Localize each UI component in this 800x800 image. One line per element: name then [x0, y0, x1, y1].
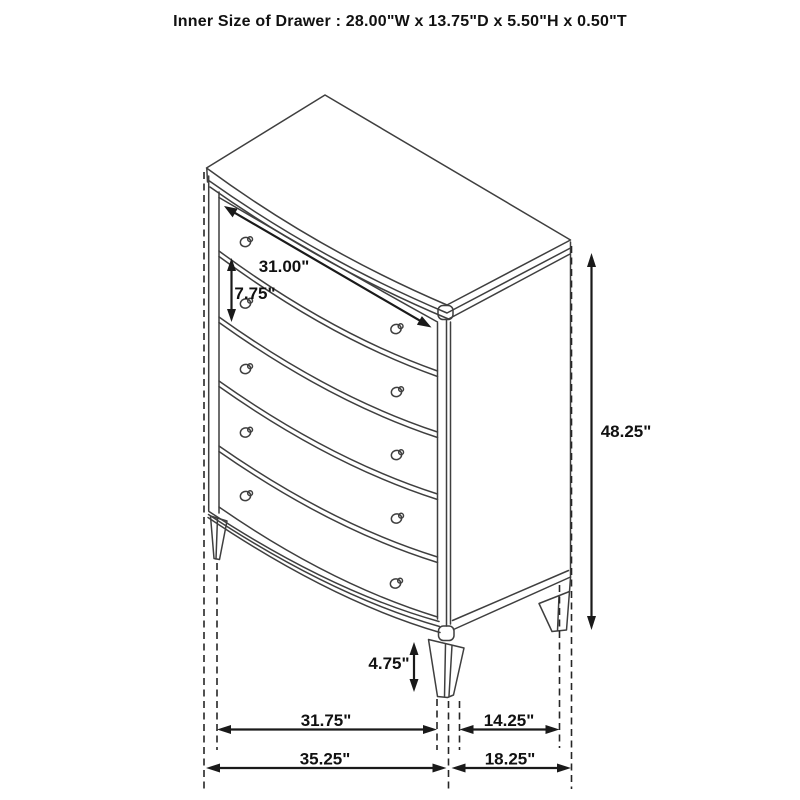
- drawer-knob: [390, 323, 403, 335]
- front-right-leg-corner-2: [449, 646, 452, 697]
- front-left-leg-corner: [216, 518, 218, 559]
- dimension-side-depth-inner: [460, 711, 560, 734]
- arrowhead: [546, 725, 560, 734]
- dimension-label: 7.75": [234, 284, 276, 303]
- molding-top: [209, 512, 439, 622]
- drawer-knob: [239, 363, 252, 375]
- dimension-label: 48.25": [600, 422, 652, 441]
- divider-4-top: [219, 446, 438, 557]
- dimension-label: 14.25": [483, 711, 535, 730]
- arrowhead: [433, 764, 447, 773]
- dimension-front-width-inner: [217, 711, 437, 734]
- dimension-leg-height: [368, 642, 418, 692]
- arrowhead: [452, 764, 466, 773]
- drawer-knob: [390, 513, 403, 525]
- dimension-overall-height: [587, 253, 651, 630]
- arrowhead: [423, 725, 437, 734]
- dimension-label: 31.75": [300, 711, 352, 730]
- arrowhead: [460, 725, 474, 734]
- post-bottom-cap: [439, 626, 455, 641]
- drawer-5-bottom-edge: [219, 507, 438, 617]
- rear-right-leg-attach: [570, 578, 571, 592]
- dimension-overall-depth: [452, 750, 572, 773]
- divider-2-top: [219, 317, 438, 432]
- side-molding-upper: [453, 571, 569, 621]
- front-right-leg-corner-1: [445, 644, 446, 697]
- front-right-leg: [429, 640, 465, 698]
- arrowhead: [587, 616, 596, 630]
- dimension-label: 35.25": [299, 749, 351, 769]
- dimension-overall-width: [206, 750, 447, 773]
- arrowhead: [410, 642, 419, 655]
- drawer-knob: [390, 386, 403, 398]
- chest-drawing: [207, 95, 571, 698]
- arrowhead: [587, 253, 596, 267]
- drawer-knob: [239, 236, 252, 248]
- drawer-knob: [239, 427, 252, 439]
- top-left-corner-edge: [207, 169, 208, 183]
- drawer-dividers: [219, 251, 438, 617]
- arrowhead: [557, 764, 571, 773]
- dimension-label: 18.25": [484, 749, 536, 769]
- arrowhead: [227, 258, 236, 271]
- bottom-molding: [208, 512, 440, 633]
- divider-3-top: [219, 381, 438, 494]
- rear-right-leg: [539, 592, 570, 632]
- arrowhead: [206, 764, 220, 773]
- dimension-label: 4.75": [368, 654, 410, 673]
- page-title: Inner Size of Drawer : 28.00"W x 13.75"D x 5.50"H x 0.50"T: [173, 13, 627, 30]
- drawer-knob: [389, 578, 402, 590]
- side-molding-lower: [454, 577, 571, 630]
- dimension-label: 31.00": [258, 257, 310, 276]
- front-left-leg: [211, 516, 228, 560]
- drawer-knob: [239, 490, 252, 502]
- drawer-knob: [390, 449, 403, 461]
- arrowhead: [217, 725, 231, 734]
- arrowhead: [227, 309, 236, 322]
- arrowhead: [410, 679, 419, 692]
